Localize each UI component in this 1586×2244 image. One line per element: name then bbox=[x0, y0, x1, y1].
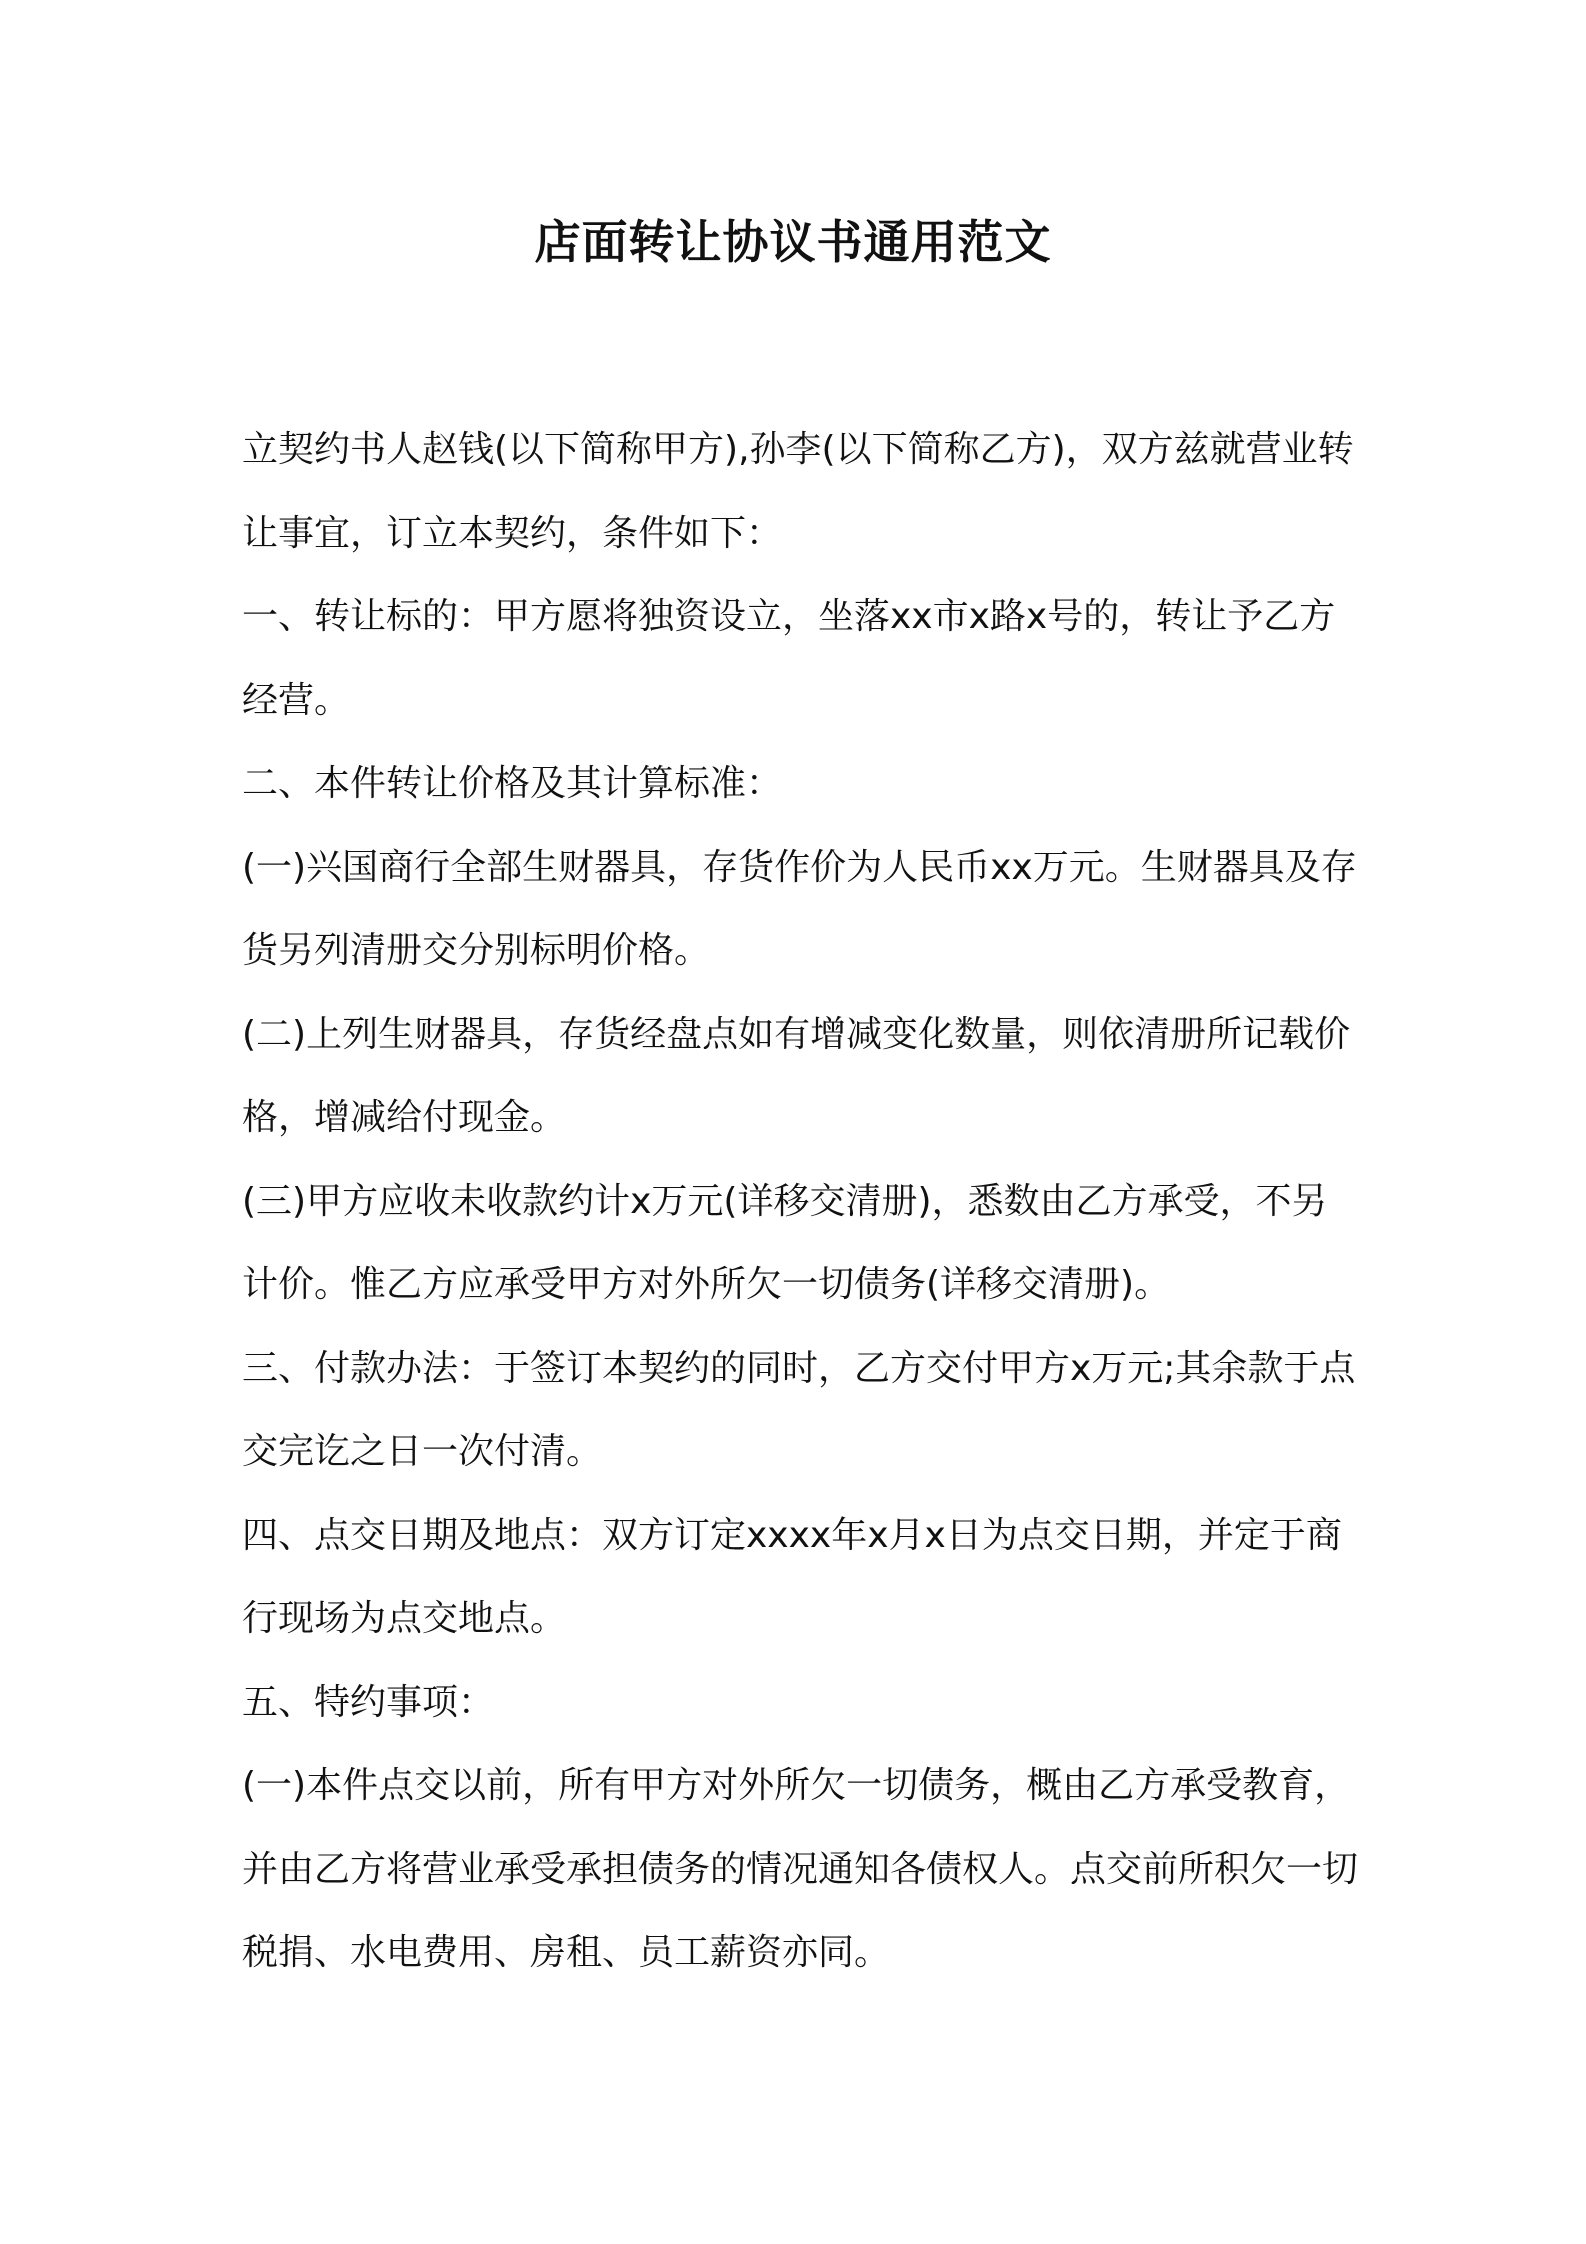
paragraph-clause-4: 四、点交日期及地点：双方订定xxxx年x月x日为点交日期，并定于商行现场为点交地点。 bbox=[242, 1514, 1342, 1639]
paragraph-clause-2-2: (二)上列生财器具，存货经盘点如有增减变化数量，则依清册所记载价格，增减给付现金。 bbox=[242, 1013, 1351, 1138]
document-title: 店面转让协议书通用范文 bbox=[534, 215, 1052, 269]
paragraph-clause-2: 二、本件转让价格及其计算标准： bbox=[242, 763, 783, 804]
document-body bbox=[242, 408, 1362, 1995]
paragraph-clause-5: 五、特约事项： bbox=[242, 1681, 495, 1723]
paragraph-clause-2-1: (一)兴国商行全部生财器具，存货作价为人民币xx万元。生财器具及存货另列清册交分别标明价格。 bbox=[242, 846, 1357, 971]
paragraph-clause-5-1: (一)本件点交以前，所有甲方对外所欠一切债务，概由乙方承受教育，并由乙方将营业承受承担债务的情况通知各债权人。点交前所积欠一切税捐、水电费用、房租、员工薪资亦同。 bbox=[242, 1765, 1359, 1973]
paragraph-clause-1: 一、转让标的：甲方愿将独资设立，坐落xx市x路x号的，转让予乙方经营。 bbox=[242, 596, 1336, 721]
paragraph-clause-2-3: (三)甲方应收未收款约计x万元(详移交清册)，悉数由乙方承受，不另计价。惟乙方应承受甲方对外所欠一切债务(详移交清册)。 bbox=[242, 1180, 1328, 1305]
paragraph-intro: 立契约书人赵钱(以下简称甲方),孙李(以下简称乙方)，双方兹就营业转让事宜，订立本契约，条件如下： bbox=[242, 429, 1354, 554]
paragraph-clause-3: 三、付款办法：于签订本契约的同时，乙方交付甲方x万元;其余款于点交完讫之日一次付清。 bbox=[242, 1347, 1356, 1472]
